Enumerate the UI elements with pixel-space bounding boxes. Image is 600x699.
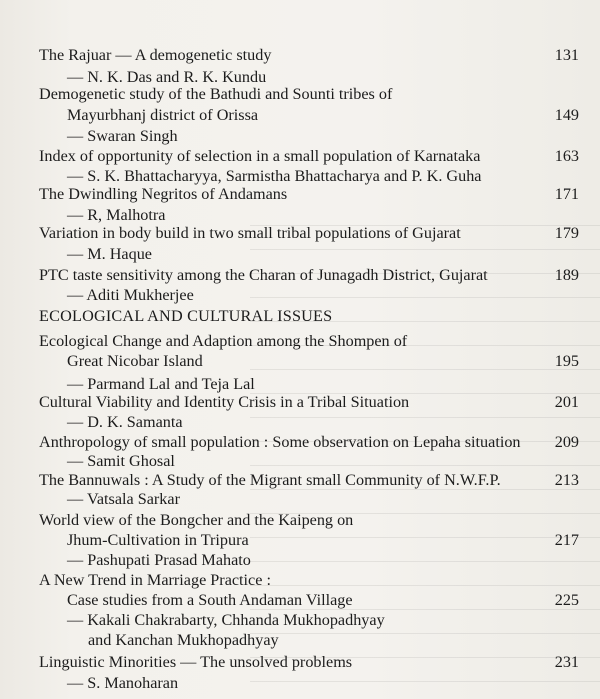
entry-title-continued: Mayurbhanj district of Orissa: [67, 106, 259, 124]
entry-title-continued: Great Nicobar Island: [67, 352, 203, 370]
entry-title: PTC taste sensitivity among the Charan of Junagadh District, Gujarat: [39, 266, 488, 284]
entry-author: — Samit Ghosal: [67, 452, 175, 470]
entry-title-continued: Jhum-Cultivation in Tripura: [67, 531, 249, 549]
entry-page-number: 179: [554, 224, 579, 242]
entry-page-number: 225: [554, 591, 579, 609]
entry-title: World view of the Bongcher and the Kaipeng on: [39, 511, 354, 529]
entry-title: Anthropology of small population : Some observation on Lepaha situation: [39, 433, 521, 451]
entry-page-number: 171: [554, 185, 579, 203]
entry-page-number: 163: [554, 147, 579, 165]
entry-author: — Pashupati Prasad Mahato: [67, 551, 251, 569]
entry-author: — S. K. Bhattacharyya, Sarmistha Bhattacharya and P. K. Guha: [67, 167, 482, 185]
entry-author-continued: and Kanchan Mukhopadhyay: [88, 631, 279, 649]
entry-page-number: 195: [554, 352, 579, 370]
section-heading: ECOLOGICAL AND CULTURAL ISSUES: [39, 307, 333, 325]
entry-page-number: 201: [554, 393, 579, 411]
entry-author: — S. Manoharan: [67, 674, 179, 692]
entry-title: Index of opportunity of selection in a small population of Karnataka: [39, 147, 481, 165]
entry-title: Variation in body build in two small tribal populations of Gujarat: [39, 224, 461, 242]
entry-title: The Bannuwals : A Study of the Migrant small Community of N.W.F.P.: [39, 471, 501, 489]
entry-author: — N. K. Das and R. K. Kundu: [67, 68, 267, 86]
entry-author: — D. K. Samanta: [67, 413, 183, 431]
entry-page-number: 231: [554, 653, 579, 671]
entry-page-number: 209: [554, 433, 579, 451]
entry-title: The Rajuar — A demogenetic study: [39, 46, 272, 64]
entry-page-number: 217: [554, 531, 579, 549]
entry-author: — R, Malhotra: [67, 206, 166, 224]
entry-title: The Dwindling Negritos of Andamans: [39, 185, 288, 203]
entry-title: A New Trend in Marriage Practice :: [39, 571, 271, 589]
entry-author: — Kakali Chakrabarty, Chhanda Mukhopadhyay: [67, 611, 385, 629]
entry-title: Ecological Change and Adaption among the Shompen of: [39, 332, 408, 350]
entry-author: — Parmand Lal and Teja Lal: [67, 375, 255, 393]
entry-page-number: 131: [554, 46, 579, 64]
entry-page-number: 149: [554, 106, 579, 124]
entry-author: — M. Haque: [67, 245, 152, 263]
entry-title: Cultural Viability and Identity Crisis in a Tribal Situation: [39, 393, 410, 411]
entry-author: — Vatsala Sarkar: [67, 490, 180, 508]
entry-page-number: 189: [554, 266, 579, 284]
entry-title: Linguistic Minorities — The unsolved problems: [39, 653, 353, 671]
entry-author: — Aditi Mukherjee: [67, 286, 194, 304]
entry-author: — Swaran Singh: [67, 127, 178, 145]
entry-title-continued: Case studies from a South Andaman Village: [67, 591, 353, 609]
entry-title: Demogenetic study of the Bathudi and Sounti tribes of: [39, 85, 393, 103]
entry-page-number: 213: [554, 471, 579, 489]
